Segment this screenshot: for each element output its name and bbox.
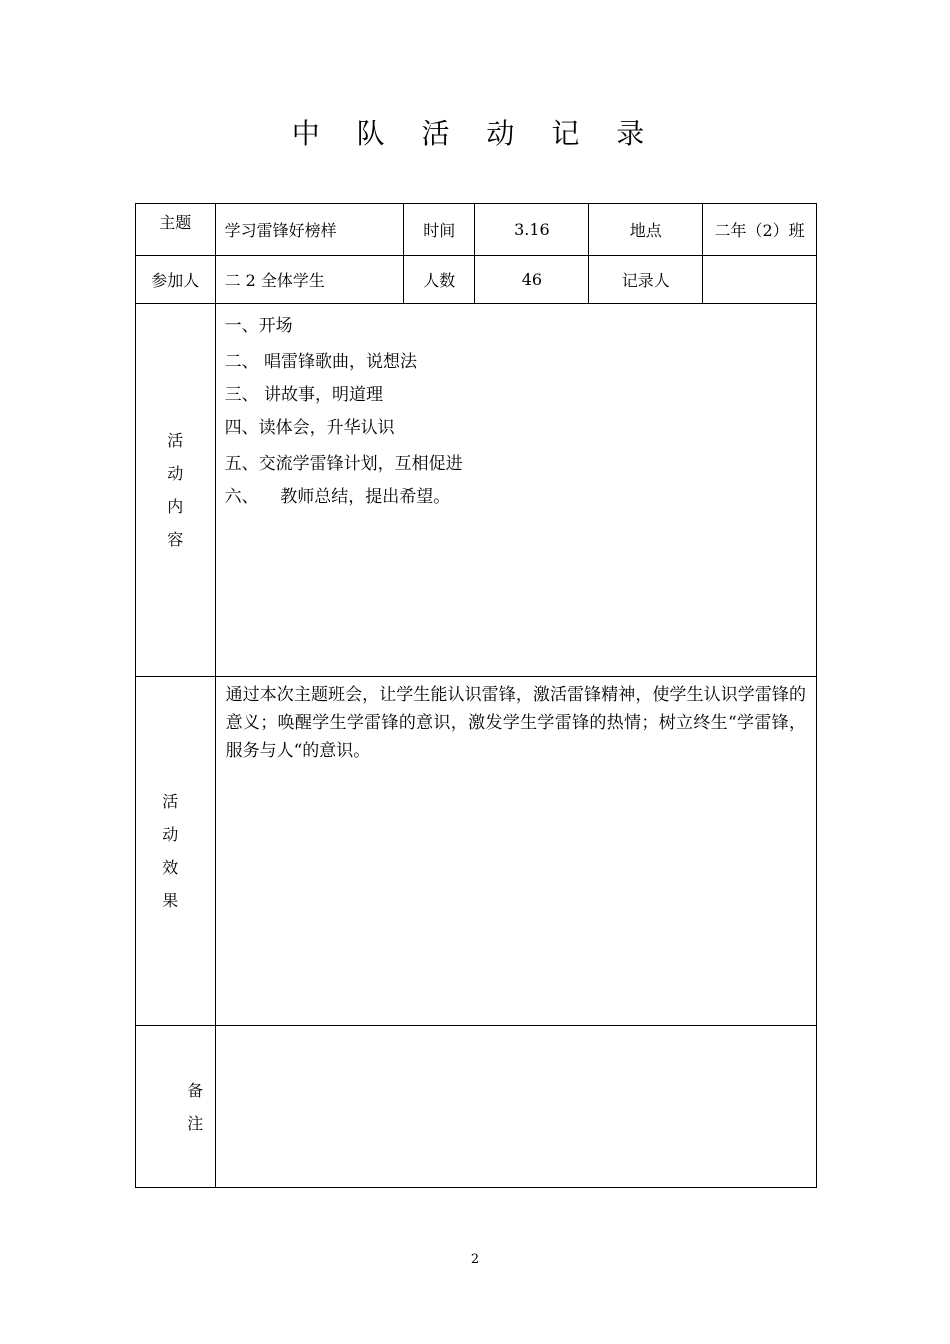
time-value: 3.16 xyxy=(475,204,589,256)
activity-content-label xyxy=(136,304,216,677)
label-char: 容 xyxy=(167,530,184,549)
list-item: 一、开场 xyxy=(224,316,293,336)
label-char: 效 xyxy=(162,858,179,877)
activity-record-table xyxy=(135,203,817,1188)
label-char: 备 xyxy=(187,1080,204,1100)
count-value: 46 xyxy=(475,256,589,304)
row-theme xyxy=(136,204,817,256)
time-label: 时间 xyxy=(403,204,475,256)
remarks-cell xyxy=(215,1026,816,1188)
recorder-label: 记录人 xyxy=(589,256,703,304)
recorder-value xyxy=(703,256,817,304)
activity-effect-label xyxy=(136,677,216,1026)
row-activity-effect xyxy=(136,677,817,1026)
theme-label: 主题 xyxy=(136,204,216,256)
label-char: 活 xyxy=(162,792,179,811)
label-char: 注 xyxy=(187,1113,204,1133)
participants-label: 参加人 xyxy=(136,256,216,304)
list-item: 四、读体会，升华认识 xyxy=(224,418,395,438)
place-value: 二年（2）班 xyxy=(703,204,817,256)
remarks-label xyxy=(136,1026,216,1188)
label-char: 内 xyxy=(167,497,184,516)
theme-value: 学习雷锋好榜样 xyxy=(215,204,403,256)
list-item: 二、 唱雷锋歌曲，说想法 xyxy=(224,352,417,372)
list-item: 六、 教师总结，提出希望。 xyxy=(224,487,451,507)
row-remarks xyxy=(136,1026,817,1188)
activity-content-cell xyxy=(215,304,816,677)
activity-effect-cell xyxy=(215,677,816,1026)
label-char: 动 xyxy=(167,464,184,483)
activity-content-list xyxy=(216,304,816,514)
page-title: 中 队 活 动 记 录 xyxy=(291,117,659,150)
label-char: 活 xyxy=(167,431,184,450)
list-item: 五、交流学雷锋计划，互相促进 xyxy=(224,454,463,474)
list-item: 三、 讲故事，明道理 xyxy=(224,385,383,405)
label-char: 果 xyxy=(162,891,179,910)
activity-effect-text: 通过本次主题班会，让学生能认识雷锋，激活雷锋精神，使学生认识学雷锋的意义；唤醒学生学雷锋的意识，激发学生学雷锋的热情；树立终生“学雷锋，服务与人“的意识。 xyxy=(225,685,806,761)
row-participants xyxy=(136,256,817,304)
place-label: 地点 xyxy=(589,204,703,256)
row-activity-content xyxy=(136,304,817,677)
label-char: 动 xyxy=(162,825,179,844)
count-label: 人数 xyxy=(403,256,475,304)
participants-value: 二 2 全体学生 xyxy=(215,256,403,304)
page-number: 2 xyxy=(470,1252,480,1267)
